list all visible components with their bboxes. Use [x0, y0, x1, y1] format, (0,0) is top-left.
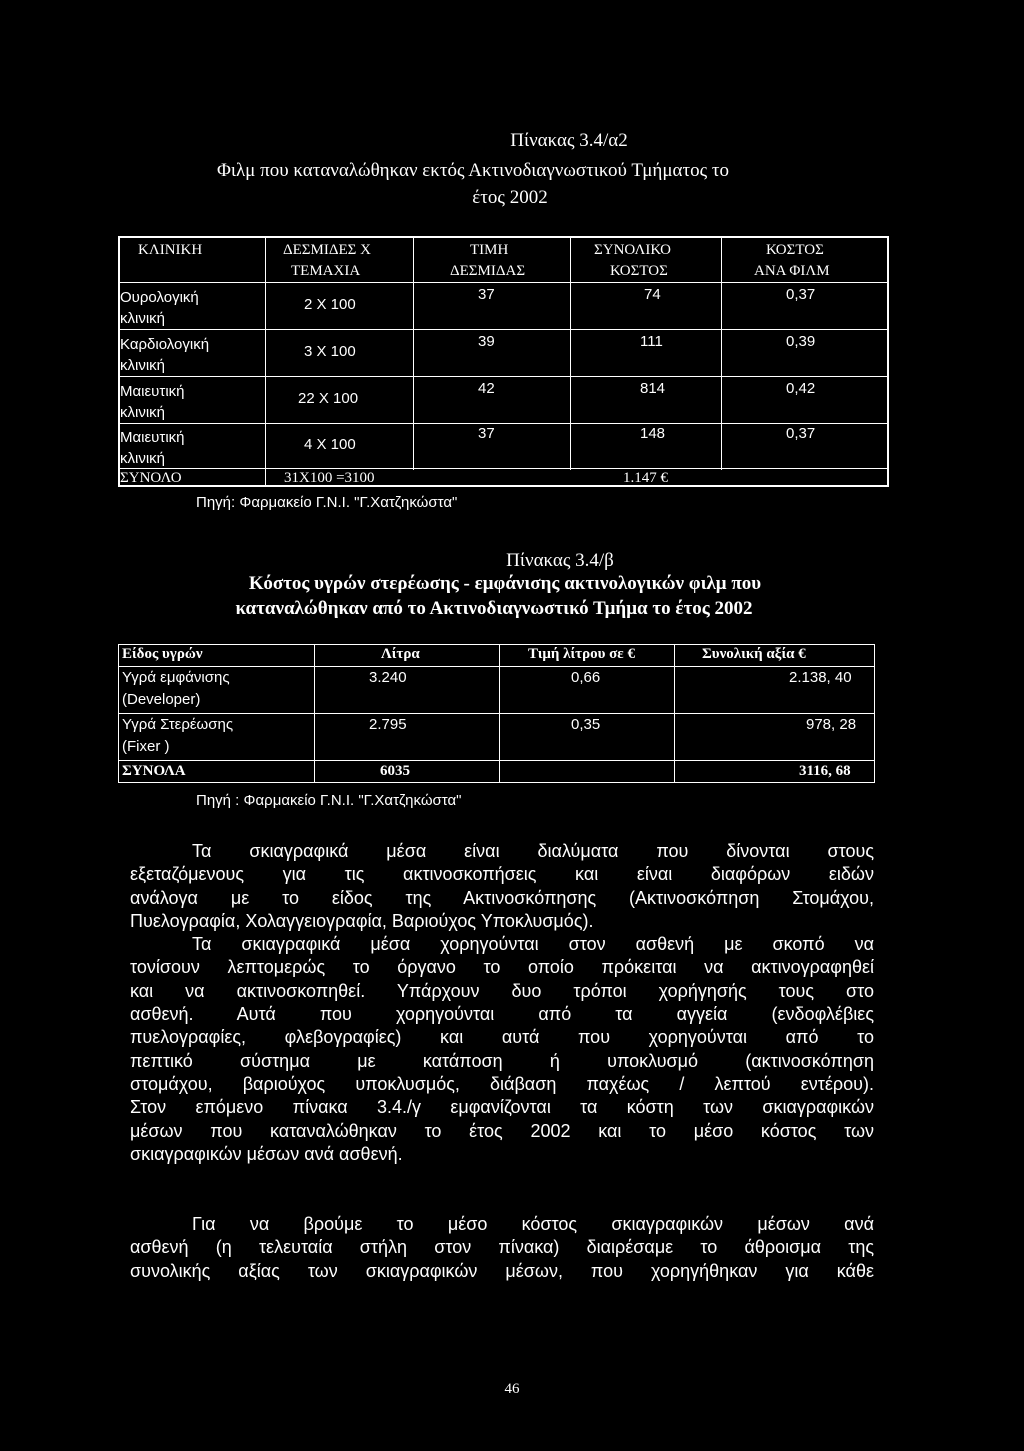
table-a-rule: [413, 236, 414, 470]
total-value: 74: [644, 286, 661, 303]
paragraph-line: συνολικής αξίας των σκιαγραφικών μέσων, που χορηγήθηκαν για κάθε: [130, 1260, 874, 1281]
total-value: 148: [640, 425, 666, 442]
col-header-litres: Λίτρα: [381, 646, 420, 662]
table-a: [118, 236, 889, 491]
table-b-source: Πηγή : Φαρμακείο Γ.Ν.Ι. "Γ.Χατζηκώστα": [196, 792, 462, 809]
table-b-caption: Πίνακας 3.4/β: [506, 550, 614, 571]
price-value: 37: [478, 425, 495, 442]
fluid-kind: Υγρά Στερέωσης: [122, 716, 234, 733]
packs-value: 3 Χ 100: [304, 343, 356, 360]
paragraph-line: πεπτικό σύστημα με κατάποση ή υποκλυσμό (ακτινοσκόπηση: [130, 1050, 874, 1071]
paragraph-line: σκιαγραφικών μέσων ανά ασθενή.: [130, 1143, 403, 1164]
col-header-packs-2: ΤΕΜΑΧΙΑ: [291, 263, 361, 279]
table-b-title-line2: καταναλώθηκαν από το Ακτινοδιαγνωστικό Τμήμα το έτος 2002: [235, 598, 753, 619]
total-packs: 31Χ100 =3100: [284, 470, 375, 486]
col-header-price-2: ΔΕΣΜΙΔΑΣ: [450, 263, 526, 279]
col-header-total-2: ΚΟΣΤΟΣ: [610, 263, 668, 279]
clinic-name-2: κλινική: [120, 310, 166, 327]
body-paragraph-1: [130, 840, 874, 1166]
table-a-rule: [118, 376, 889, 377]
clinic-name-2: κλινική: [120, 404, 166, 421]
value-value: 2.138, 40: [789, 669, 852, 686]
per-film-value: 0,42: [786, 380, 816, 397]
table-b-rule: [118, 760, 875, 761]
paragraph-line: τονίσουν λεπτομερώς το όργανο το οποίο πρόκειται να ακτινογραφηθεί: [130, 957, 874, 978]
table-b-rule: [118, 782, 875, 783]
col-header-clinic: ΚΛΙΝΙΚΗ: [138, 242, 203, 258]
table-a-caption: Πίνακας 3.4/α2: [510, 130, 628, 151]
table-a-rule: [570, 236, 571, 470]
total-value: 111: [640, 333, 663, 350]
clinic-name: Μαιευτική: [120, 383, 185, 400]
packs-value: 4 Χ 100: [304, 436, 356, 453]
paragraph-line: Τα σκιαγραφικά μέσα χορηγούνται στον ασθενή με σκοπό να: [192, 934, 874, 955]
table-b: [118, 644, 875, 792]
table-a-rule: [118, 423, 889, 424]
table-b-rule: [118, 644, 119, 782]
per-film-value: 0,37: [786, 286, 816, 303]
table-a-title-line2: έτος 2002: [472, 187, 548, 208]
total-label: ΣΥΝΟΛΟ: [120, 470, 182, 486]
litres-value: 3.240: [369, 669, 407, 686]
total-cost: 1.147 €: [623, 470, 668, 486]
paragraph-line: στομάχου, βαριούχος υποκλυσμός, διάβαση παχέως / λεπτού εντέρου).: [130, 1073, 874, 1094]
litres-value: 2.795: [369, 716, 407, 733]
paragraph-line: εξεταζόμενους για τις ακτινοσκοπήσεις και είναι διαφόρων ειδών: [130, 864, 874, 885]
fluid-kind: Υγρά εμφάνισης: [122, 669, 230, 686]
paragraph-line: Για να βρούμε το μέσο κόστος σκιαγραφικών μέσων ανά: [192, 1214, 874, 1234]
col-header-perfilm: ΚΟΣΤΟΣ: [766, 242, 824, 258]
paragraph-line: Τα σκιαγραφικά μέσα είναι διαλύματα που δίνονται στους: [192, 841, 874, 861]
table-a-rule: [721, 236, 722, 470]
paragraph-line: και να ακτινοσκοπηθεί. Υπάρχουν δυο τρόποι χορήγησής τους στο: [130, 980, 874, 1001]
clinic-name: Μαιευτική: [120, 429, 185, 446]
clinic-name: Ουρολογική: [120, 289, 199, 306]
packs-value: 22 Χ 100: [298, 390, 359, 407]
paragraph-line: ασθενή (η τελευταία στήλη στον πίνακα) διαιρέσαμε το άθροισμα της: [130, 1237, 874, 1258]
table-b-rule: [314, 644, 315, 782]
table-a-rule: [118, 468, 889, 469]
paragraph-line: μέσων που καταναλώθηκαν το έτος 2002 και το μέσο κόστος των: [130, 1120, 874, 1141]
table-b-rule: [874, 644, 875, 782]
per-film-value: 0,39: [786, 333, 816, 350]
per-film-value: 0,37: [786, 425, 816, 442]
table-a-rule: [265, 236, 266, 487]
fluid-kind-2: (Developer): [122, 691, 201, 708]
col-header-price: Τιμή λίτρου σε €: [528, 646, 635, 662]
price-value: 37: [478, 286, 495, 303]
total-value: 814: [640, 380, 666, 397]
paragraph-line: ανάλογα με το είδος της Ακτινοσκόπησης (Ακτινοσκόπηση Στομάχου,: [130, 887, 874, 908]
price-value: 42: [478, 380, 495, 397]
clinic-name-2: κλινική: [120, 357, 166, 374]
table-b-rule: [118, 644, 875, 645]
body-paragraph-2: [130, 1213, 874, 1283]
paragraph-line: Πυελογραφία, Χολαγγειογραφία, Βαριούχος Υποκλυσμός).: [130, 910, 594, 931]
table-b-rule: [118, 713, 875, 714]
col-header-value: Συνολική αξία €: [702, 646, 806, 662]
paragraph-line: πυελογραφίες, φλεβογραφίες) και αυτά που χορηγούνται από το: [130, 1027, 874, 1048]
page-number: 46: [504, 1381, 520, 1397]
price-value: 39: [478, 333, 495, 350]
value-value: 978, 28: [806, 716, 857, 733]
table-b-rule: [118, 666, 875, 667]
clinic-name: Καρδιολογική: [120, 336, 210, 353]
col-header-packs: ΔΕΣΜΙΔΕΣ Χ: [283, 242, 371, 258]
col-header-kind: Είδος υγρών: [122, 646, 203, 662]
paragraph-line: ασθενή. Αυτά που χορηγούνται από τα αγγεία (ενδοφλέβιες: [130, 1004, 874, 1025]
packs-value: 2 Χ 100: [304, 296, 356, 313]
total-value: 3116, 68: [799, 763, 851, 779]
table-b-rule: [674, 644, 675, 782]
table-b-rule: [499, 644, 500, 782]
total-litres: 6035: [380, 763, 410, 779]
col-header-perfilm-2: ΑΝΑ ΦΙΛΜ: [754, 263, 830, 279]
col-header-total: ΣΥΝΟΛΙΚΟ: [594, 242, 672, 258]
table-a-title-line1: Φιλμ που καταναλώθηκαν εκτός Ακτινοδιαγνωστικού Τμήματος το: [216, 160, 730, 181]
total-label: ΣΥΝΟΛΑ: [122, 763, 186, 779]
table-a-rule: [118, 282, 889, 283]
paragraph-line: Στον επόμενο πίνακα 3.4./γ εμφανίζονται τα κόστη των σκιαγραφικών: [130, 1097, 874, 1118]
table-a-rule: [118, 329, 889, 330]
clinic-name-2: κλινική: [120, 450, 166, 467]
table-a-source: Πηγή: Φαρμακείο Γ.Ν.Ι. "Γ.Χατζηκώστα": [196, 494, 458, 511]
col-header-price: ΤΙΜΗ: [470, 242, 509, 258]
fluid-kind-2: (Fixer ): [122, 738, 170, 755]
table-b-title-line1: Κόστος υγρών στερέωσης - εμφάνισης ακτινολογικών φιλμ που: [248, 573, 762, 594]
price-value: 0,66: [571, 669, 601, 686]
price-value: 0,35: [571, 716, 601, 733]
